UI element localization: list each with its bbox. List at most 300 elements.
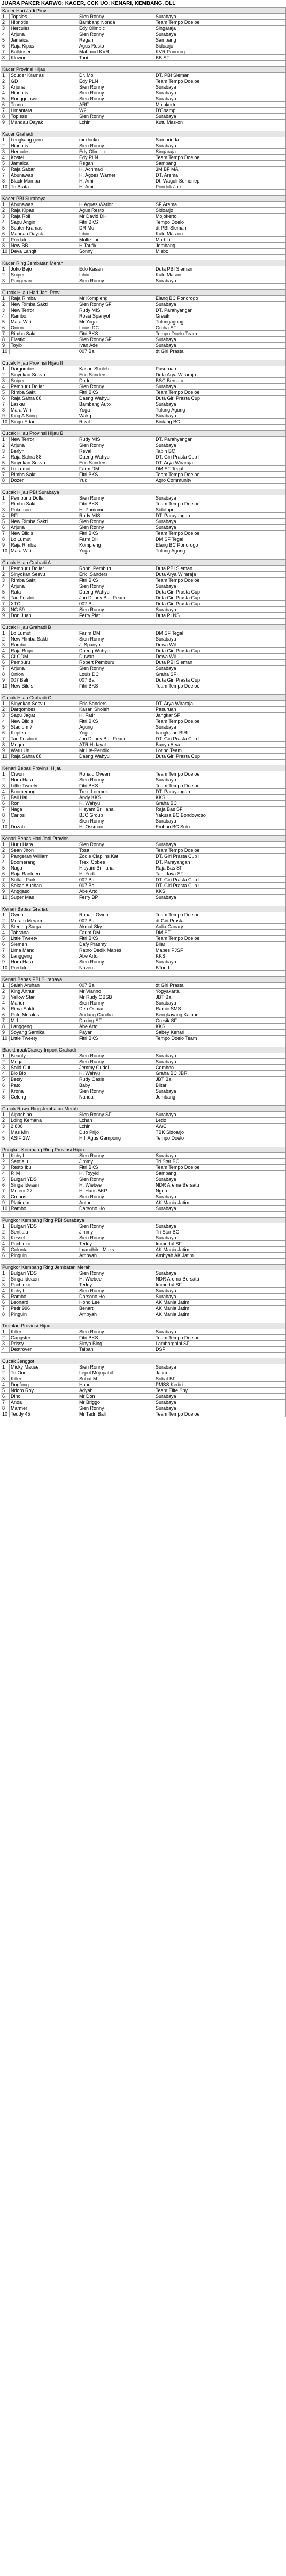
section-spacer: [1, 484, 286, 489]
owner-cell: Fitri BKS: [78, 578, 154, 583]
team-cell: Elang BC Ponorogo: [154, 542, 286, 548]
table-row: [1, 1347, 286, 1353]
table-row: [1, 1241, 286, 1247]
section-title: Cucak Hijau Grahadi C: [1, 695, 286, 701]
bird-name-cell: Huru Hara: [10, 842, 78, 848]
bird-name-cell: Kessel: [10, 1235, 78, 1241]
owner-cell: Farim DM: [78, 930, 154, 936]
bird-name-cell: Sean Jhon: [10, 848, 78, 854]
bird-name-cell: Arjuna: [10, 31, 78, 37]
team-cell: Graha SF: [154, 325, 286, 331]
table-row: [1, 707, 286, 713]
section-spacer: [1, 1141, 286, 1147]
bird-name-cell: Sultan Park: [10, 877, 78, 883]
section-spacer-cell: [1, 1259, 286, 1265]
table-row: [1, 742, 286, 748]
rank-cell: 6: [1, 942, 10, 947]
table-row: [1, 654, 286, 660]
owner-cell: Sien Ronny: [78, 384, 154, 390]
table-row: [1, 548, 286, 554]
rank-cell: 2: [1, 1370, 10, 1376]
table-row: [1, 31, 286, 37]
bird-name-cell: Sinyokan Sesvu: [10, 372, 78, 378]
owner-cell: Mr Vianno: [78, 989, 154, 994]
owner-cell: Wakq: [78, 413, 154, 419]
table-row: [1, 243, 286, 249]
owner-cell: H. Toyyid: [78, 1171, 154, 1176]
owner-cell: Zodie Ciaplins Kat: [78, 854, 154, 859]
rank-cell: 3: [1, 1235, 10, 1241]
owner-cell: Sien Ronny: [78, 114, 154, 120]
rank-cell: 6: [1, 396, 10, 401]
bird-name-cell: Mara Wiri: [10, 319, 78, 325]
table-row: [1, 102, 286, 108]
rank-cell: 8: [1, 1194, 10, 1200]
rank-cell: 2: [1, 272, 10, 278]
team-cell: Surabaya: [154, 1294, 286, 1300]
section-title: Kacer Hari Jadi Prov: [1, 8, 286, 14]
owner-cell: Sien Ronny: [78, 1176, 154, 1182]
team-cell: DT. Giri Prasta Cup I: [154, 736, 286, 742]
results-table: [1, 7, 286, 1417]
section-spacer-cell: [1, 354, 286, 360]
team-cell: Team Tempo Doeloe: [154, 1165, 286, 1171]
team-cell: Team Tempo Doeloe: [154, 472, 286, 478]
bird-name-cell: Lding Kemana: [10, 1118, 78, 1124]
table-row: [1, 1082, 286, 1088]
team-cell: Surabaya: [154, 818, 286, 824]
owner-cell: Sien Ronny: [78, 842, 154, 848]
rank-cell: 8: [1, 243, 10, 249]
rank-cell: 9: [1, 748, 10, 754]
bird-name-cell: P. M: [10, 1171, 78, 1176]
bird-name-cell: Rimba Sakti: [10, 331, 78, 337]
team-cell: DSF: [154, 1347, 286, 1353]
bird-name-cell: New Bilqis: [10, 531, 78, 536]
bird-name-cell: Tri One: [10, 1370, 78, 1376]
rank-cell: 4: [1, 1000, 10, 1006]
bird-name-cell: Scuder Kramas: [10, 73, 78, 78]
rank-cell: 1: [1, 73, 10, 78]
rank-cell: 6: [1, 167, 10, 172]
table-row: [1, 478, 286, 484]
rank-cell: 6: [1, 525, 10, 531]
table-row: [1, 14, 286, 20]
table-row: [1, 78, 286, 84]
table-row: [1, 137, 286, 143]
team-cell: Tapin BC: [154, 448, 286, 454]
team-cell: DT. Giri Prasta Cup I: [154, 454, 286, 460]
bird-name-cell: Pangeran: [10, 278, 78, 284]
table-row: [1, 1065, 286, 1071]
team-cell: Sampang: [154, 161, 286, 167]
owner-cell: Mr Lie-Pendik: [78, 748, 154, 754]
section-spacer-cell: [1, 1141, 286, 1147]
team-cell: Surabaya: [154, 583, 286, 589]
table-row: [1, 531, 286, 536]
rank-cell: 2: [1, 1276, 10, 1282]
rank-cell: 5: [1, 795, 10, 801]
owner-cell: Ichin: [78, 272, 154, 278]
rank-cell: 2: [1, 1159, 10, 1165]
team-cell: Surabaya: [154, 1405, 286, 1411]
rank-cell: 8: [1, 536, 10, 542]
owner-cell: Robert Pemburu: [78, 660, 154, 666]
rank-cell: 3: [1, 1341, 10, 1347]
rank-cell: 6: [1, 1394, 10, 1400]
bird-name-cell: RFI: [10, 513, 78, 519]
bird-name-cell: Carlos: [10, 812, 78, 818]
team-cell: Surabaya: [154, 90, 286, 96]
table-row: [1, 343, 286, 349]
owner-cell: Eric Sanders: [78, 372, 154, 378]
bird-name-cell: Teddy 45: [10, 1411, 78, 1417]
rank-cell: 1: [1, 630, 10, 636]
rank-cell: 6: [1, 231, 10, 237]
bird-name-cell: Mas Min: [10, 1129, 78, 1135]
rank-cell: 3: [1, 994, 10, 1000]
team-cell: JBT Bali: [154, 994, 286, 1000]
team-cell: Team Tempo Doeloe: [154, 936, 286, 942]
owner-cell: H. Yudi: [78, 871, 154, 877]
owner-cell: Sien Ronny SF: [78, 302, 154, 307]
rank-cell: 3: [1, 924, 10, 930]
team-cell: Team Tempo Doeloe: [154, 578, 286, 583]
team-cell: Tri Star BC: [154, 1159, 286, 1165]
team-cell: Surabaya: [154, 343, 286, 349]
owner-cell: Mr Briggo: [78, 1400, 154, 1405]
owner-cell: Fitri BKS: [78, 1036, 154, 1041]
owner-cell: H Il Agus Gampong: [78, 1135, 154, 1141]
rank-cell: 5: [1, 1176, 10, 1182]
table-row: [1, 1176, 286, 1182]
bird-name-cell: Abunawas: [10, 172, 78, 178]
section-header-row: [1, 489, 286, 495]
table-row: [1, 1182, 286, 1188]
table-row: [1, 536, 286, 542]
team-cell: Blitar: [154, 1082, 286, 1088]
bird-name-cell: Ronggolawe: [10, 96, 78, 102]
team-cell: Graha BC: [154, 801, 286, 807]
owner-cell: Fitri BKS: [78, 783, 154, 789]
section-spacer-cell: [1, 619, 286, 625]
bird-name-cell: King A Song: [10, 413, 78, 419]
owner-cell: Sien Ronny: [78, 1364, 154, 1370]
table-row: [1, 114, 286, 120]
team-cell: Duta Arya Wiraraja: [154, 372, 286, 378]
table-row: [1, 736, 286, 742]
table-row: [1, 466, 286, 472]
team-cell: Team Tempo Doeloe: [154, 20, 286, 26]
table-row: [1, 319, 286, 325]
bird-name-cell: Krona: [10, 1088, 78, 1094]
bird-name-cell: Raja Kipas: [10, 43, 78, 49]
rank-cell: 9: [1, 343, 10, 349]
table-row: [1, 208, 286, 214]
rank-cell: 5: [1, 460, 10, 466]
table-row: [1, 718, 286, 724]
section-header-row: [1, 836, 286, 842]
owner-cell: Louis DC: [78, 325, 154, 331]
bird-name-cell: Super Mas: [10, 895, 78, 900]
bird-name-cell: Lo Lumut: [10, 536, 78, 542]
bird-name-cell: Sniper: [10, 272, 78, 278]
owner-cell: Mulfizhan: [78, 237, 154, 243]
team-cell: Banyu Arya: [154, 742, 286, 748]
table-row: [1, 337, 286, 343]
bird-name-cell: Raja Sahra 88: [10, 754, 78, 760]
team-cell: Surabaya: [154, 777, 286, 783]
table-row: [1, 566, 286, 572]
rank-cell: 5: [1, 1077, 10, 1082]
table-row: [1, 1135, 286, 1141]
table-row: [1, 331, 286, 337]
owner-cell: Daeng Wahyu: [78, 396, 154, 401]
section-header-row: [1, 625, 286, 630]
team-cell: DT. Parayangan: [154, 859, 286, 865]
table-row: [1, 1000, 286, 1006]
table-row: [1, 214, 286, 219]
table-row: [1, 601, 286, 607]
table-row: [1, 49, 286, 55]
section-spacer: [1, 619, 286, 625]
bird-name-cell: Jamaica: [10, 37, 78, 43]
bird-name-cell: Kostel: [10, 155, 78, 161]
owner-cell: ARF: [78, 102, 154, 108]
team-cell: Immortal SF: [154, 1241, 286, 1247]
owner-cell: Agus Resto: [78, 208, 154, 214]
rank-cell: 5: [1, 390, 10, 396]
table-row: [1, 1006, 286, 1012]
team-cell: Surabaya: [154, 1000, 286, 1006]
rank-cell: 2: [1, 848, 10, 854]
rank-cell: 7: [1, 736, 10, 742]
rank-cell: 9: [1, 613, 10, 619]
owner-cell: Yoga: [78, 548, 154, 554]
owner-cell: Agung: [78, 724, 154, 730]
bird-name-cell: Rafa: [10, 589, 78, 595]
rank-cell: 7: [1, 401, 10, 407]
section-spacer: [1, 61, 286, 67]
table-row: [1, 1088, 286, 1094]
owner-cell: H. Wiebee: [78, 1276, 154, 1282]
team-cell: Raja Bas SF: [154, 865, 286, 871]
bird-name-cell: Raja Sahra 88: [10, 396, 78, 401]
table-row: [1, 942, 286, 947]
owner-cell: Sien Ronny: [78, 583, 154, 589]
table-row: [1, 1171, 286, 1176]
table-row: [1, 472, 286, 478]
table-row: [1, 807, 286, 812]
rank-cell: 2: [1, 1335, 10, 1341]
bird-name-cell: Petir 996: [10, 1306, 78, 1311]
section-header-row: [1, 1265, 286, 1270]
rank-cell: 4: [1, 1347, 10, 1353]
rank-cell: 3: [1, 1282, 10, 1288]
bird-name-cell: Killer: [10, 1329, 78, 1335]
rank-cell: 3: [1, 214, 10, 219]
rank-cell: 5: [1, 37, 10, 43]
bird-name-cell: New Rimba Sakti: [10, 636, 78, 642]
rank-cell: 1: [1, 1112, 10, 1118]
bird-name-cell: Bulgari YDS: [10, 1270, 78, 1276]
bird-name-cell: Golonta: [10, 1247, 78, 1253]
rank-cell: 6: [1, 730, 10, 736]
bird-name-cell: Kapten: [10, 730, 78, 736]
section-title: Pungkor Kembang Ring PBI Surabaya: [1, 1218, 286, 1223]
team-cell: DT. Giri Prasta Cup I: [154, 877, 286, 883]
team-cell: Singaraja: [154, 149, 286, 155]
owner-cell: Hisyam Brilliana: [78, 865, 154, 871]
owner-cell: BJC Group: [78, 812, 154, 818]
section-title: Cucak Hijau PBI Surabaya: [1, 489, 286, 495]
table-row: [1, 90, 286, 96]
team-cell: Surabaya: [154, 413, 286, 419]
owner-cell: H. Ossman: [78, 824, 154, 830]
owner-cell: Eric Sanders: [78, 701, 154, 707]
rank-cell: 1: [1, 14, 10, 20]
table-row: [1, 55, 286, 61]
section-spacer: [1, 1353, 286, 1358]
bird-name-cell: Naga: [10, 807, 78, 812]
bird-name-cell: Raja Roll: [10, 214, 78, 219]
bird-name-cell: NG 59: [10, 607, 78, 613]
table-row: [1, 202, 286, 208]
section-header-row: [1, 1147, 286, 1153]
team-cell: Duta PBI Sleman: [154, 566, 286, 572]
section-spacer-cell: [1, 425, 286, 431]
owner-cell: Farm DM: [78, 466, 154, 472]
rank-cell: 1: [1, 1270, 10, 1276]
table-row: [1, 1118, 286, 1124]
table-row: [1, 378, 286, 384]
team-cell: Jatim: [154, 1370, 286, 1376]
table-row: [1, 1288, 286, 1294]
bird-name-cell: Topsles: [10, 14, 78, 20]
section-spacer: [1, 1100, 286, 1106]
table-row: [1, 413, 286, 419]
bird-name-cell: Mega: [10, 1059, 78, 1065]
section-title: Kacer Ring Jembatan Merah: [1, 260, 286, 266]
section-title: Blackthroat/Cianey Import Grahadi: [1, 1047, 286, 1053]
bird-name-cell: Pemburu Dollar: [10, 384, 78, 390]
table-row: [1, 583, 286, 589]
bird-name-cell: Gangster: [10, 1335, 78, 1341]
bird-name-cell: New Bilqis: [10, 718, 78, 724]
bird-name-cell: Naga: [10, 865, 78, 871]
team-cell: Surabaya: [154, 519, 286, 525]
team-cell: KKS: [154, 889, 286, 895]
team-cell: KVR Ponorog: [154, 49, 286, 55]
table-row: [1, 918, 286, 924]
rank-cell: 1: [1, 1223, 10, 1229]
section-spacer: [1, 830, 286, 836]
team-cell: Duta Giri Prasta Cup: [154, 396, 286, 401]
bird-name-cell: Deva Langit: [10, 249, 78, 255]
bird-name-cell: Sinyokan Sesvu: [10, 701, 78, 707]
table-row: [1, 994, 286, 1000]
owner-cell: Jon Dendy Bali Peace: [78, 736, 154, 742]
bird-name-cell: Anoa: [10, 1400, 78, 1405]
bird-name-cell: Rambo: [10, 313, 78, 319]
table-row: [1, 595, 286, 601]
bird-name-cell: Predator: [10, 237, 78, 243]
table-row: [1, 219, 286, 225]
bird-name-cell: New Bilqis: [10, 683, 78, 689]
section-spacer: [1, 760, 286, 765]
rank-cell: 1: [1, 1364, 10, 1370]
table-row: [1, 1077, 286, 1082]
table-row: [1, 372, 286, 378]
rank-cell: 1: [1, 1153, 10, 1159]
team-cell: DT. PBI Sleman: [154, 73, 286, 78]
bird-name-cell: Bulldoser: [10, 49, 78, 55]
bird-name-cell: Roni: [10, 801, 78, 807]
table-row: [1, 84, 286, 90]
table-row: [1, 302, 286, 307]
team-cell: DM SF: [154, 930, 286, 936]
rank-cell: 2: [1, 442, 10, 448]
table-row: [1, 167, 286, 172]
team-cell: KKS: [154, 1024, 286, 1030]
bird-name-cell: Dozah: [10, 824, 78, 830]
table-row: [1, 1405, 286, 1411]
table-row: [1, 307, 286, 313]
owner-cell: Ronald Owen: [78, 912, 154, 918]
team-cell: Duta Giri Prasta Cup: [154, 589, 286, 595]
table-row: [1, 1235, 286, 1241]
bird-name-cell: Huru Hara: [10, 777, 78, 783]
team-cell: Surabaya: [154, 14, 286, 20]
bird-name-cell: Beauty: [10, 1053, 78, 1059]
section-spacer-cell: [1, 900, 286, 906]
bird-name-cell: Resto Ibu: [10, 1165, 78, 1171]
rank-cell: 5: [1, 1388, 10, 1394]
owner-cell: Taipan: [78, 1347, 154, 1353]
owner-cell: Sien Ronny: [78, 1153, 154, 1159]
bird-name-cell: New Rimba Sakti: [10, 302, 78, 307]
bird-name-cell: Mandau Dayak: [10, 120, 78, 125]
team-cell: Bengkayang Kalbar: [154, 1012, 286, 1018]
section-spacer: [1, 1317, 286, 1323]
table-row: [1, 895, 286, 900]
rank-cell: 7: [1, 601, 10, 607]
bird-name-cell: Kahyil: [10, 1153, 78, 1159]
rank-cell: 1: [1, 366, 10, 372]
section-header-row: [1, 431, 286, 437]
rank-cell: 7: [1, 49, 10, 55]
owner-cell: Sien Ronny: [78, 442, 154, 448]
table-row: [1, 660, 286, 666]
owner-cell: Edy PLN: [78, 78, 154, 84]
owner-cell: Sien Ronny: [78, 1000, 154, 1006]
table-row: [1, 1294, 286, 1300]
rank-cell: 7: [1, 531, 10, 536]
owner-cell: Ratno Dedik Mabes: [78, 947, 154, 953]
bird-name-cell: Arjuna: [10, 525, 78, 531]
table-row: [1, 883, 286, 889]
team-cell: Immortal SF: [154, 1282, 286, 1288]
bird-name-cell: Raja Kipas: [10, 208, 78, 214]
table-row: [1, 959, 286, 965]
table-row: [1, 184, 286, 190]
rank-cell: 1: [1, 266, 10, 272]
section-title: Kenari Bebas PBI Surabaya: [1, 977, 286, 983]
table-row: [1, 936, 286, 942]
rank-cell: 3: [1, 713, 10, 718]
table-row: [1, 349, 286, 354]
bird-name-cell: Pinguin: [10, 1311, 78, 1317]
